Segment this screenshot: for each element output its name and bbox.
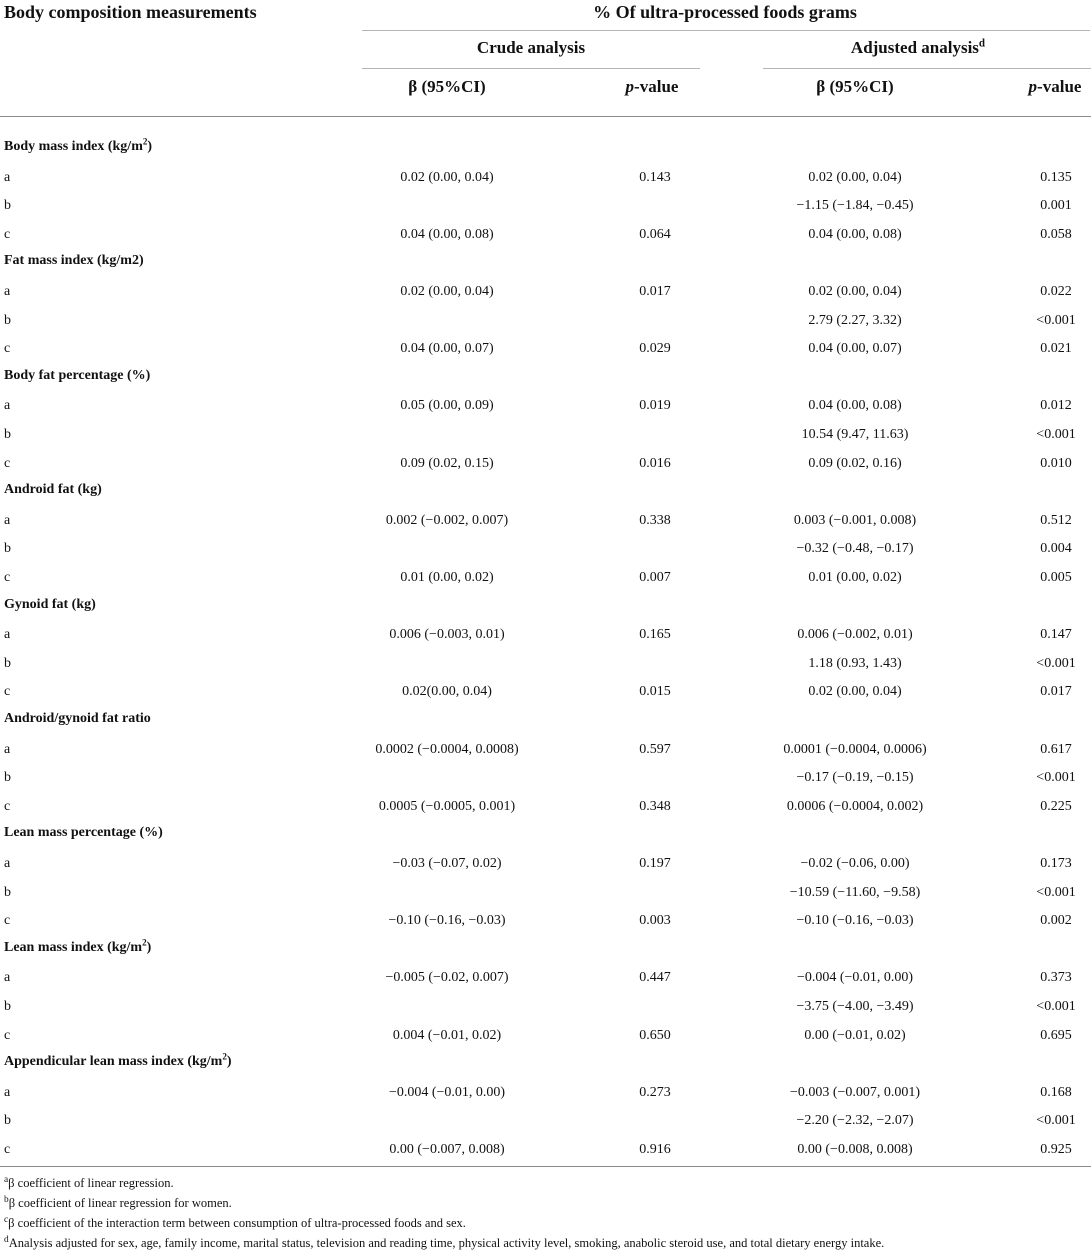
- crude-beta-cell: 0.02(0.00, 0.04): [402, 684, 492, 700]
- section-title: Body mass index $(kg/m^2)$: [4, 136, 153, 154]
- adjusted-beta-cell: 0.02 (0.00, 0.04): [808, 169, 902, 185]
- adjusted-beta-cell: 0.02 (0.00, 0.04): [808, 684, 902, 700]
- crude-beta-cell: 0.006 (−0.003, 0.01): [389, 627, 505, 643]
- adjusted-beta-cell: −1.15 (−1.84, −0.45): [796, 198, 914, 214]
- crude-beta-cell: 0.0002 (−0.0004, 0.0008): [375, 741, 519, 757]
- adjusted-beta-cell: −2.20 (−2.32, −2.07): [796, 1113, 914, 1129]
- crude-beta-cell: 0.0005 (−0.0005, 0.001): [378, 798, 516, 814]
- crude-beta-cell: 0.05 (0.00, 0.09): [400, 398, 494, 414]
- row-label: a: [4, 970, 11, 986]
- crude-beta-cell: 0.04 (0.00, 0.08): [400, 226, 494, 242]
- crude-p-cell: 0.916: [639, 1142, 671, 1157]
- adjusted-beta-cell: −0.10 (−0.16, −0.03): [796, 913, 914, 929]
- adjusted-p-cell: 0.925: [1040, 1142, 1072, 1157]
- adjusted-p-cell: 0.005: [1040, 570, 1072, 585]
- row-label: b: [4, 999, 11, 1014]
- footnote-mark: b: [4, 1194, 9, 1205]
- adjusted-p-cell: <0.001: [1036, 427, 1076, 442]
- crude-beta-cell: 0.004 (−0.01, 0.02): [392, 1027, 502, 1043]
- section-title: Gynoid fat (kg): [4, 596, 96, 612]
- footnote-mark: a: [4, 1174, 9, 1185]
- adjusted-p-cell: <0.001: [1036, 770, 1076, 786]
- header-rule-crude: [362, 68, 700, 69]
- footnote-text: β coefficient of the interaction term between consumption of ultra-processed foods and sex.: [8, 1216, 466, 1230]
- adjusted-beta-cell: 0.0001 (−0.0004, 0.0006): [783, 741, 927, 757]
- crude-p-cell: 0.197: [639, 856, 671, 871]
- row-label: c: [4, 341, 11, 357]
- adjusted-p-cell: 0.617: [1040, 741, 1072, 757]
- footnote-text: Analysis adjusted for sex, age, family income, marital status, television and reading time, physical activity level, smoking, anabolic steroid use, and total dietary energy intake.: [8, 1236, 885, 1250]
- row-label: c: [4, 1142, 11, 1157]
- footnote-mark: d: [4, 1234, 9, 1245]
- section-title: Lean mass index $(kg/m^2)$: [4, 937, 152, 955]
- crude-p-cell: 0.338: [639, 512, 671, 528]
- crude-p-cell: 0.017: [639, 284, 671, 299]
- footnote: [4, 1176, 174, 1191]
- adjusted-beta-cell: −0.004 (−0.01, 0.00): [796, 970, 914, 986]
- table-bottom-rule: [0, 1166, 1091, 1167]
- row-label: b: [4, 884, 11, 900]
- adjusted-p-cell: 0.022: [1040, 284, 1072, 299]
- adjusted-beta-cell: −10.59 (−11.60, −9.58): [789, 884, 921, 900]
- adjusted-p-cell: 0.004: [1040, 541, 1072, 557]
- adjusted-beta-cell: −3.75 (−4.00, −3.49): [796, 999, 914, 1014]
- adjusted-beta-cell: 0.09 (0.02, 0.16): [808, 455, 902, 471]
- adjusted-p-cell: 0.147: [1040, 627, 1072, 643]
- row-label: c: [4, 913, 11, 929]
- crude-beta-cell: 0.00 (−0.007, 0.008): [389, 1142, 505, 1157]
- row-label: a: [4, 741, 11, 757]
- crude-p-cell: 0.650: [639, 1027, 671, 1043]
- adjusted-p-cell: 0.695: [1040, 1027, 1072, 1043]
- row-label: b: [4, 312, 11, 328]
- adjusted-analysis-title: Adjusted analysis$^d$: [850, 37, 986, 57]
- row-label: a: [4, 512, 11, 528]
- adjusted-beta-cell: 0.04 (0.00, 0.08): [808, 398, 902, 414]
- adjusted-p-cell: 0.017: [1040, 684, 1072, 700]
- row-label: c: [4, 1027, 11, 1043]
- adjusted-beta-cell: −0.17 (−0.19, −0.15): [796, 770, 914, 786]
- adjusted-beta-cell: 1.18 (0.93, 1.43): [808, 655, 902, 671]
- footnote: [4, 1196, 232, 1211]
- crude-p-cell: 0.029: [639, 341, 671, 357]
- crude-p-header: p-value: [625, 77, 679, 96]
- adjusted-p-cell: <0.001: [1036, 312, 1076, 328]
- crude-p-cell: 0.273: [639, 1084, 671, 1100]
- adjusted-p-header: p-value: [1028, 77, 1082, 96]
- footnote: [4, 1236, 884, 1251]
- adjusted-p-cell: 0.002: [1040, 913, 1072, 929]
- adjusted-p-cell: <0.001: [1036, 999, 1076, 1014]
- row-label: b: [4, 770, 11, 786]
- section-title: Android/gynoid fat ratio: [4, 711, 151, 726]
- crude-p-cell: 0.165: [639, 627, 671, 643]
- adjusted-beta-cell: −0.003 (−0.007, 0.001): [789, 1084, 921, 1100]
- adjusted-p-cell: <0.001: [1036, 1113, 1076, 1129]
- adjusted-p-cell: 0.173: [1040, 856, 1072, 871]
- adjusted-p-cell: 0.225: [1040, 798, 1072, 814]
- crude-p-cell: 0.003: [639, 913, 671, 929]
- crude-beta-cell: 0.02 (0.00, 0.04): [400, 169, 494, 185]
- adjusted-beta-cell: 0.04 (0.00, 0.08): [808, 226, 902, 242]
- adjusted-p-cell: 0.058: [1040, 226, 1072, 242]
- header-bottom-rule: [0, 116, 1091, 117]
- crude-p-cell: 0.019: [639, 398, 671, 414]
- adjusted-beta-cell: 0.00 (−0.01, 0.02): [804, 1027, 906, 1043]
- adjusted-p-cell: 0.010: [1040, 455, 1072, 471]
- adjusted-beta-header: β (95%CI): [816, 77, 894, 96]
- row-label: b: [4, 655, 11, 671]
- row-label: c: [4, 226, 11, 242]
- crude-beta-cell: −0.10 (−0.16, −0.03): [388, 913, 506, 929]
- crude-beta-cell: 0.09 (0.02, 0.15): [400, 455, 494, 471]
- adjusted-p-cell: 0.012: [1040, 398, 1072, 414]
- adjusted-beta-cell: 0.02 (0.00, 0.04): [808, 284, 902, 299]
- footnote: [4, 1216, 466, 1231]
- crude-beta-cell: 0.02 (0.00, 0.04): [400, 284, 494, 299]
- adjusted-beta-cell: 10.54 (9.47, 11.63): [801, 427, 909, 442]
- row-label: b: [4, 1113, 11, 1129]
- crude-p-cell: 0.447: [639, 970, 671, 986]
- crude-beta-cell: 0.01 (0.00, 0.02): [400, 570, 494, 585]
- adjusted-beta-cell: 0.00 (−0.008, 0.008): [797, 1142, 913, 1157]
- row-label: a: [4, 1084, 11, 1100]
- adjusted-beta-cell: 2.79 (2.27, 3.32): [808, 312, 902, 328]
- row-label: a: [4, 856, 11, 871]
- adjusted-beta-cell: −0.02 (−0.06, 0.00): [800, 856, 910, 871]
- adjusted-p-cell: 0.021: [1040, 341, 1072, 357]
- row-label: c: [4, 798, 11, 814]
- crude-beta-cell: 0.04 (0.00, 0.07): [400, 341, 494, 357]
- row-label: a: [4, 284, 11, 299]
- row-label: a: [4, 398, 11, 414]
- row-label: b: [4, 541, 11, 557]
- adjusted-footnote-mark: d: [978, 37, 986, 50]
- crude-beta-cell: −0.004 (−0.01, 0.00): [388, 1084, 506, 1100]
- header-rule-adjusted: [763, 68, 1091, 69]
- row-label: c: [4, 684, 11, 700]
- crude-beta-cell: −0.005 (−0.02, 0.007): [385, 970, 509, 986]
- main-column-title: % Of ultra-processed foods grams: [593, 2, 857, 22]
- footnote-text: β coefficient of linear regression.: [8, 1176, 174, 1190]
- crude-beta-cell: 0.002 (−0.002, 0.007): [385, 512, 509, 528]
- row-label: a: [4, 169, 11, 185]
- crude-p-cell: 0.348: [639, 798, 671, 814]
- crude-p-cell: 0.016: [639, 455, 671, 471]
- adjusted-beta-cell: 0.0006 (−0.0004, 0.002): [786, 798, 924, 814]
- crude-p-cell: 0.064: [639, 226, 671, 242]
- crude-beta-header: β (95%CI): [408, 77, 486, 96]
- adjusted-beta-cell: 0.01 (0.00, 0.02): [808, 570, 902, 585]
- section-title: Appendicular lean mass index $(kg/m^2)$: [4, 1051, 232, 1070]
- row-label: c: [4, 570, 11, 585]
- section-title: Fat mass index (kg/m2): [4, 253, 144, 269]
- row-header-label: Body composition measurements: [4, 2, 257, 22]
- adjusted-p-cell: 0.168: [1040, 1084, 1072, 1100]
- adjusted-p-cell: 0.373: [1040, 970, 1072, 986]
- footnote-text: β coefficient of linear regression for women.: [8, 1196, 232, 1210]
- row-label: a: [4, 627, 11, 643]
- header-rule-main: [362, 30, 1090, 31]
- footnote-mark: c: [4, 1214, 9, 1225]
- adjusted-beta-cell: 0.003 (−0.001, 0.008): [793, 512, 917, 528]
- adjusted-p-cell: 0.135: [1040, 169, 1072, 185]
- row-label: b: [4, 427, 11, 442]
- crude-p-cell: 0.143: [639, 169, 671, 185]
- section-title: Body fat percentage (%): [4, 367, 151, 383]
- section-title: Android fat (kg): [4, 482, 102, 498]
- adjusted-p-cell: 0.001: [1040, 198, 1072, 214]
- crude-p-cell: 0.007: [639, 570, 671, 585]
- crude-beta-cell: −0.03 (−0.07, 0.02): [392, 856, 502, 871]
- row-label: c: [4, 455, 11, 471]
- adjusted-beta-cell: −0.32 (−0.48, −0.17): [796, 541, 914, 557]
- section-title: Lean mass percentage (%): [4, 825, 163, 841]
- adjusted-p-cell: <0.001: [1036, 884, 1076, 900]
- adjusted-beta-cell: 0.04 (0.00, 0.07): [808, 341, 902, 357]
- adjusted-p-cell: 0.512: [1040, 512, 1072, 528]
- crude-analysis-title: Crude analysis: [476, 38, 586, 57]
- adjusted-beta-cell: 0.006 (−0.002, 0.01): [797, 627, 913, 643]
- row-label: b: [4, 198, 11, 214]
- crude-p-cell: 0.597: [639, 741, 671, 757]
- crude-p-cell: 0.015: [639, 684, 671, 700]
- adjusted-p-cell: <0.001: [1036, 655, 1076, 671]
